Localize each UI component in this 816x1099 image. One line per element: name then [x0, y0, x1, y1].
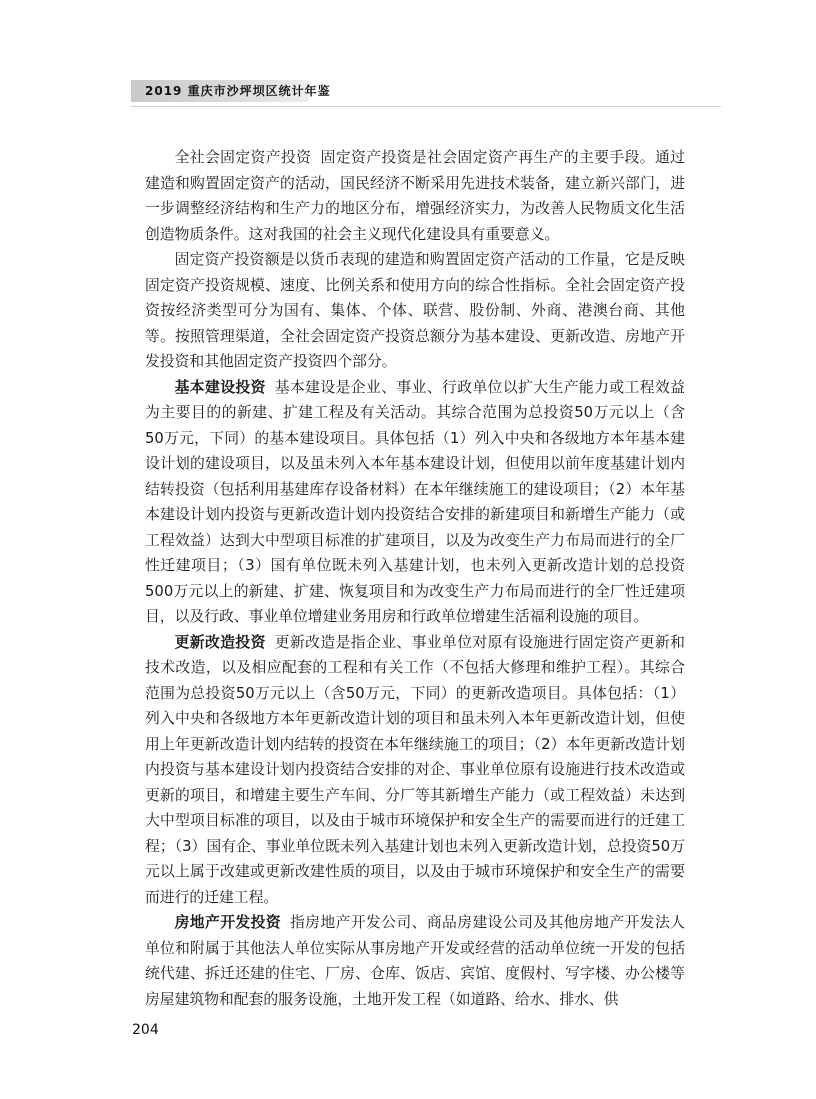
paragraph-term: 基本建设投资: [174, 378, 266, 396]
paragraph: [145, 247, 685, 375]
paragraph-text: 基本建设是企业、事业、行政单位以扩大生产能力或工程效益为主要目的的新建、扩建工程及有关活动。其综合范围为总投资50万元以上（含50万元，下同）的基本建设项目。具体包括（1）列入中央和各级地方本年基本建设计划的建设项目，以及虽未列入本年基本建设计划，但使用以前年度基建计划内结转投资（包括利用基建库存设备材料）在本年继续施工的建设项目；（2）本年基本建设计划内投资与更新改造计划内投资结合安排的新建项目和新增生产能力（或工程效益）达到大中型项目标准的扩建项目，以及为改变生产力布局而进行的全厂性迁建项目；（3）国有单位既未列入基建计划，也未列入更新改造计划的总投资500万元以上的新建、扩建、恢复项目和为改变生产力布局而进行的全厂性迁建项目，以及行政、事业单位增建业务用房和行政单位增建生活福利设施的项目。: [145, 378, 685, 625]
paragraph-term: 房地产开发投资: [174, 914, 282, 931]
paragraph-term: 更新改造投资: [174, 633, 266, 651]
paragraph: [145, 145, 685, 247]
header-title: 2019 重庆市沙坪坝区统计年鉴: [145, 84, 331, 98]
paragraph: [145, 375, 685, 630]
running-header: [131, 72, 721, 112]
paragraph: [145, 910, 685, 1012]
paragraph-text: 固定资产投资额是以货币表现的建造和购置固定资产活动的工作量，它是反映固定资产投资规模、速度、比例关系和使用方向的综合性指标。全社会固定资产投资按经济类型可分为国有、集体、个体、联营、股份制、外商、港澳台商、其他等。按照管理渠道，全社会固定资产投资总额分为基本建设、更新改造、房地产开发投资和其他固定资产投资四个部分。: [145, 251, 685, 370]
paragraph: [145, 630, 685, 911]
paragraph-term: 全社会固定资产投资: [174, 149, 312, 166]
header-rule: [131, 106, 721, 107]
paragraph-text: 固定资产投资是社会固定资产再生产的主要手段。通过建造和购置固定资产的活动，国民经济不断采用先进技术装备，建立新兴部门，进一步调整经济结构和生产力的地区分布，增强经济实力，为改善人民物质文化生活创造物质条件。这对我国的社会主义现代化建设具有重要意义。: [145, 149, 685, 243]
body-text: [145, 145, 685, 1012]
page-number: 204: [132, 1022, 159, 1038]
paragraph-text: 指房地产开发公司、商品房建设公司及其他房地产开发法人单位和附属于其他法人单位实际从事房地产开发或经营的活动单位统一开发的包括统代建、拆迁还建的住宅、厂房、仓库、饭店、宾馆、度假村、写字楼、办公楼等房屋建筑物和配套的服务设施，土地开发工程（如道路、给水、排水、供: [145, 914, 685, 1008]
paragraph-text: 更新改造是指企业、事业单位对原有设施进行固定资产更新和技术改造，以及相应配套的工程和有关工作（不包括大修理和维护工程）。其综合范围为总投资50万元以上（含50万元，下同）的更新改造项目。具体包括：（1）列入中央和各级地方本年更新改造计划的项目和虽未列入本年更新改造计划，但使用上年更新改造计划内结转的投资在本年继续施工的项目；（2）本年更新改造计划内投资与基本建设计划内投资结合安排的对企、事业单位原有设施进行技术改造或更新的项目，和增建主要生产车间、分厂等其新增生产能力（或工程效益）未达到大中型项目标准的项目，以及由于城市环境保护和安全生产的需要而进行的迁建工程；（3）国有企、事业单位既未列入基建计划也未列入更新改造计划，总投资50万元以上属于改建或更新改建性质的项目，以及由于城市环境保护和安全生产的需要而进行的迁建工程。: [145, 633, 685, 906]
